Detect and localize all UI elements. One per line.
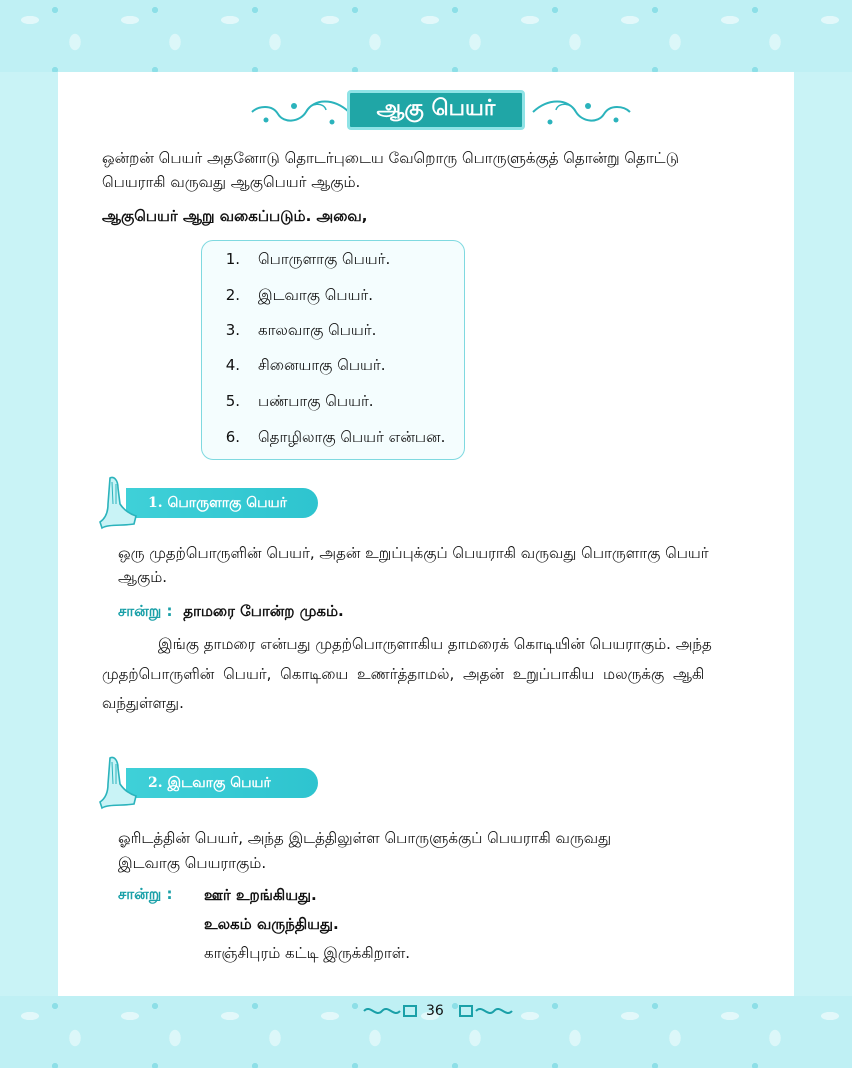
section-1-def-line-1: ஒரு முதற்பொருளின் பெயர், அதன் உறுப்புக்குப் பெயராகி வருவது பொருளாகு பெயர் <box>118 544 709 562</box>
intro-line-1: ஒன்றன் பெயர் அதனோடு தொடர்புடைய வேறொரு பொருளுக்குத் தொன்று தொட்டு <box>102 149 679 167</box>
types-list: 1. பொருளாகு பெயர். 2. இடவாகு பெயர். 3. காலவாகு பெயர். 4. சினையாகு பெயர். 5. பண்பாகு பெயர். 6. தொழிலாகு பெயர் என்பன. <box>201 240 465 460</box>
section-1-def-line-2: ஆகும். <box>118 568 168 586</box>
section-1-explain-line-2: முதற்பொருளின் பெயர், கொடியை உணர்த்தாமல், அதன் உறுப்பாகிய மலருக்கு ஆகி <box>102 665 705 683</box>
section-2-def-line-2: இடவாகு பெயராகும். <box>118 854 267 872</box>
section-2-heading <box>96 762 320 802</box>
section-1-example <box>118 599 344 623</box>
section-1-explain-line-1: இங்கு தாமரை என்பது முதற்பொருளாகிய தாமரைக் கொடியின் பெயராகும். அந்த <box>158 635 712 653</box>
top-border-pattern <box>0 0 852 72</box>
section-2-example-1: ஊர் உறங்கியது. <box>204 886 317 904</box>
title-banner <box>244 90 632 134</box>
page-number: 36 <box>426 1003 444 1019</box>
intro-line-2: பெயராகி வருவது ஆகுபெயர் ஆகும். <box>102 173 361 191</box>
section-2-example-label: சான்று : <box>118 885 173 903</box>
section-1-explain-line-3: வந்துள்ளது. <box>102 694 184 712</box>
section-1-title: 1. பொருளாகு பெயர் <box>126 488 318 518</box>
section-2-title: 2. இடவாகு பெயர் <box>126 768 318 798</box>
section-2-def-line-1: ஓரிடத்தின் பெயர், அந்த இடத்திலுள்ள பொருளுக்குப் பெயராகி வருவது <box>118 829 612 847</box>
footer-left-ornament-icon <box>362 1004 420 1018</box>
section-2-example-3: காஞ்சிபுரம் கட்டி இருக்கிறாள். <box>204 944 411 962</box>
footer-right-ornament-icon <box>456 1004 514 1018</box>
example-label: சான்று : <box>118 602 173 620</box>
left-swirl-ornament-icon <box>244 94 354 130</box>
example-text: தாமரை போன்ற முகம். <box>183 602 344 620</box>
section-1-heading <box>96 482 320 522</box>
praying-hands-icon <box>96 754 140 810</box>
page-title: ஆகு பெயர் <box>347 90 525 130</box>
section-2-example-2: உலகம் வருந்தியது. <box>204 915 339 933</box>
right-swirl-ornament-icon <box>528 94 638 130</box>
types-intro: ஆகுபெயர் ஆறு வகைப்படும். அவை, <box>102 207 368 225</box>
praying-hands-icon <box>96 474 140 530</box>
